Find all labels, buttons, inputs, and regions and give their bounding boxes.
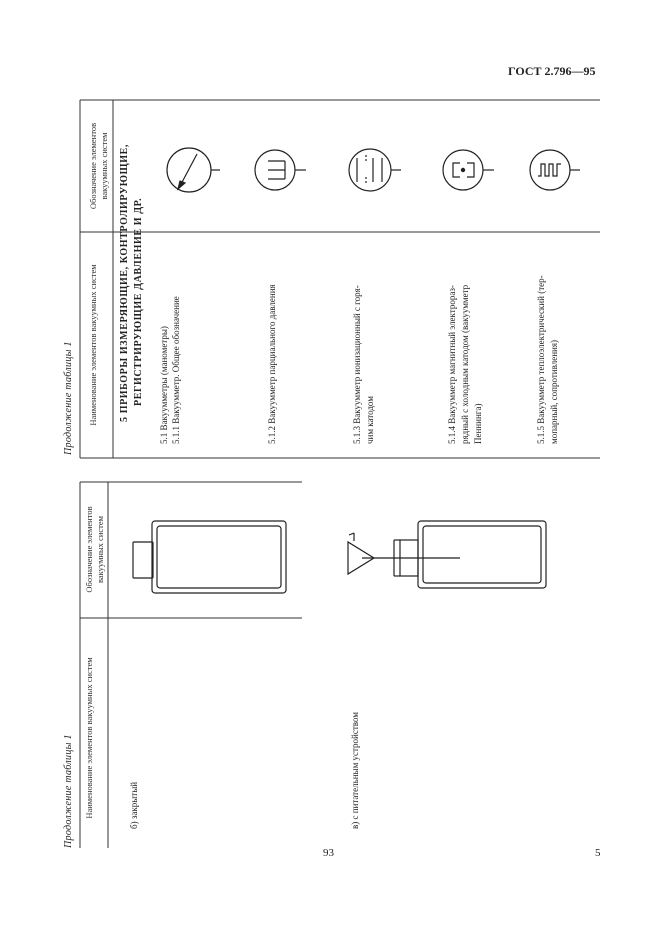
page-number-right: 5 — [595, 847, 601, 859]
section-title-line1: 5 ПРИБОРЫ ИЗМЕРЯЮЩИЕ, КОНТРОЛИРУЮЩИЕ, — [119, 144, 130, 422]
right-table-caption: Продолжение таблицы 1 — [63, 341, 74, 455]
left-table-caption: Продолжение таблицы 1 — [63, 734, 74, 848]
ionization-gauge-icon — [349, 149, 401, 191]
penning-gauge-icon — [443, 150, 494, 190]
left-table-name-header: Наименование элементов вакуумных систем — [84, 657, 94, 819]
row-5-1-3-line2: чим катодом — [365, 396, 375, 444]
left-table-symbol-header: Обозначение элементов вакуумных систем — [84, 506, 105, 593]
right-table-name-header: Наименование элементов вакуумных систем — [88, 264, 98, 426]
closed-vessel-icon — [133, 521, 286, 593]
row-5-1-5-line2: мопарный, сопротивления) — [549, 339, 559, 444]
page-number-left: 93 — [323, 847, 334, 859]
row-5-1-4-line3: Пеннинга) — [473, 403, 483, 444]
standard-number: ГОСТ 2.796—95 — [508, 64, 596, 78]
vacuum-gauge-general-icon — [167, 148, 220, 192]
row-5-1-4-line2: рядный с холодным катодом (вакуумметр — [460, 284, 470, 444]
row-5-1-1-line2: 5.1.1 Вакуумметр. Общее обозначение — [171, 296, 181, 444]
vessel-with-feed-device-icon — [348, 521, 546, 588]
left-row-feed-device-text: в) с питательным устройством — [350, 711, 360, 829]
row-5-1-5-line1: 5.1.5 Вакуумметр теплоэлектрический (тер- — [536, 275, 546, 444]
row-5-1-4-line1: 5.1.4 Вакуумметр магнитный электрораз- — [447, 285, 457, 444]
row-5-1-line1: 5.1 Вакуумметры (манометры) — [159, 326, 169, 444]
right-table-symbol-header: Обозначение элементов вакуумных систем — [88, 122, 109, 210]
row-5-1-3-line1: 5.1.3 Вакуумметр ионизационный с горя- — [352, 285, 362, 444]
section-title-line2: РЕГИСТРИРУЮЩИЕ ДАВЛЕНИЕ И ДР. — [133, 197, 144, 406]
partial-pressure-gauge-icon — [255, 150, 306, 190]
row-5-1-2-text: 5.1.2 Вакуумметр парциального давления — [267, 284, 277, 444]
thermal-gauge-icon — [530, 150, 580, 190]
left-row-closed-text: б) закрытый — [129, 781, 139, 829]
